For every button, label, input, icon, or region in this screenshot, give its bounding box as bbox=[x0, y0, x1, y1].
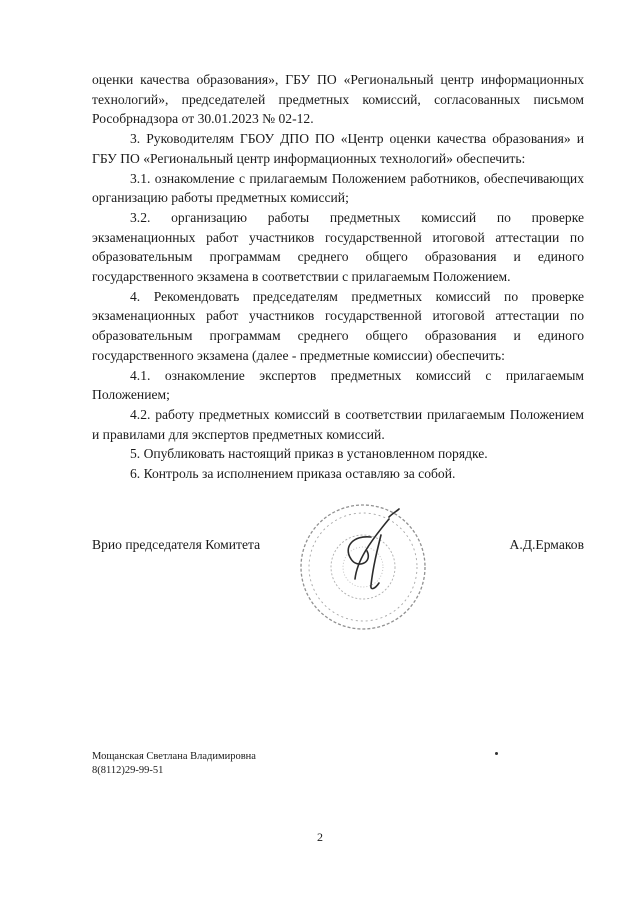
signature-block bbox=[92, 537, 584, 561]
executor-name: Мощанская Светлана Владимировна bbox=[92, 751, 256, 762]
paragraph-item-4-1: 4.1. ознакомление экспертов предметных комиссий с прилагаемым Положением; bbox=[92, 367, 584, 403]
page-number: 2 bbox=[317, 830, 323, 844]
signatory-position: Врио председателя Комитета bbox=[92, 537, 261, 552]
executor-info bbox=[92, 750, 256, 778]
paragraph-item-5: 5. Опубликовать настоящий приказ в установленном порядке. bbox=[130, 446, 488, 462]
paragraph-item-6: 6. Контроль за исполнением приказа оставляю за собой. bbox=[130, 466, 456, 482]
paragraph-item-4-2: 4.2. работу предметных комиссий в соответствии прилагаемым Положением и правилами для экспертов предметных комиссий. bbox=[92, 406, 584, 442]
paragraph-item-3-2: 3.2. организацию работы предметных комиссий по проверке экзаменационных работ участников государственной итоговой аттестации по образовательным программам среднего общего образования и единого государственного экзамена в соответствии с прилагаемым Положением. bbox=[92, 209, 584, 285]
signatory-name: А.Д.Ермаков bbox=[509, 537, 584, 552]
official-stamp-with-signature bbox=[293, 497, 433, 637]
paragraph-item-3-1: 3.1. ознакомление с прилагаемым Положением работников, обеспечивающих организацию работы предметных комиссий; bbox=[92, 170, 584, 206]
paragraph-continuation: оценки качества образования», ГБУ ПО «Региональный центр информационных технологий», председателей предметных комиссий, согласованных письмом Рособрнадзора от 30.01.2023 № 02-12. bbox=[92, 72, 584, 127]
executor-phone: 8(8112)29-99-51 bbox=[92, 765, 164, 776]
order-body-text bbox=[92, 70, 584, 484]
paragraph-item-4: 4. Рекомендовать председателям предметных комиссий по проверке экзаменационных работ участников государственной итоговой аттестации по образовательным программам среднего общего образования и единого государственного экзамена (далее - предметные комиссии) обеспечить: bbox=[92, 288, 584, 363]
paragraph-item-3: 3. Руководителям ГБОУ ДПО ПО «Центр оценки качества образования» и ГБУ ПО «Региональный центр информационных технологий» обеспечить: bbox=[92, 131, 584, 166]
scan-speck bbox=[495, 752, 498, 755]
